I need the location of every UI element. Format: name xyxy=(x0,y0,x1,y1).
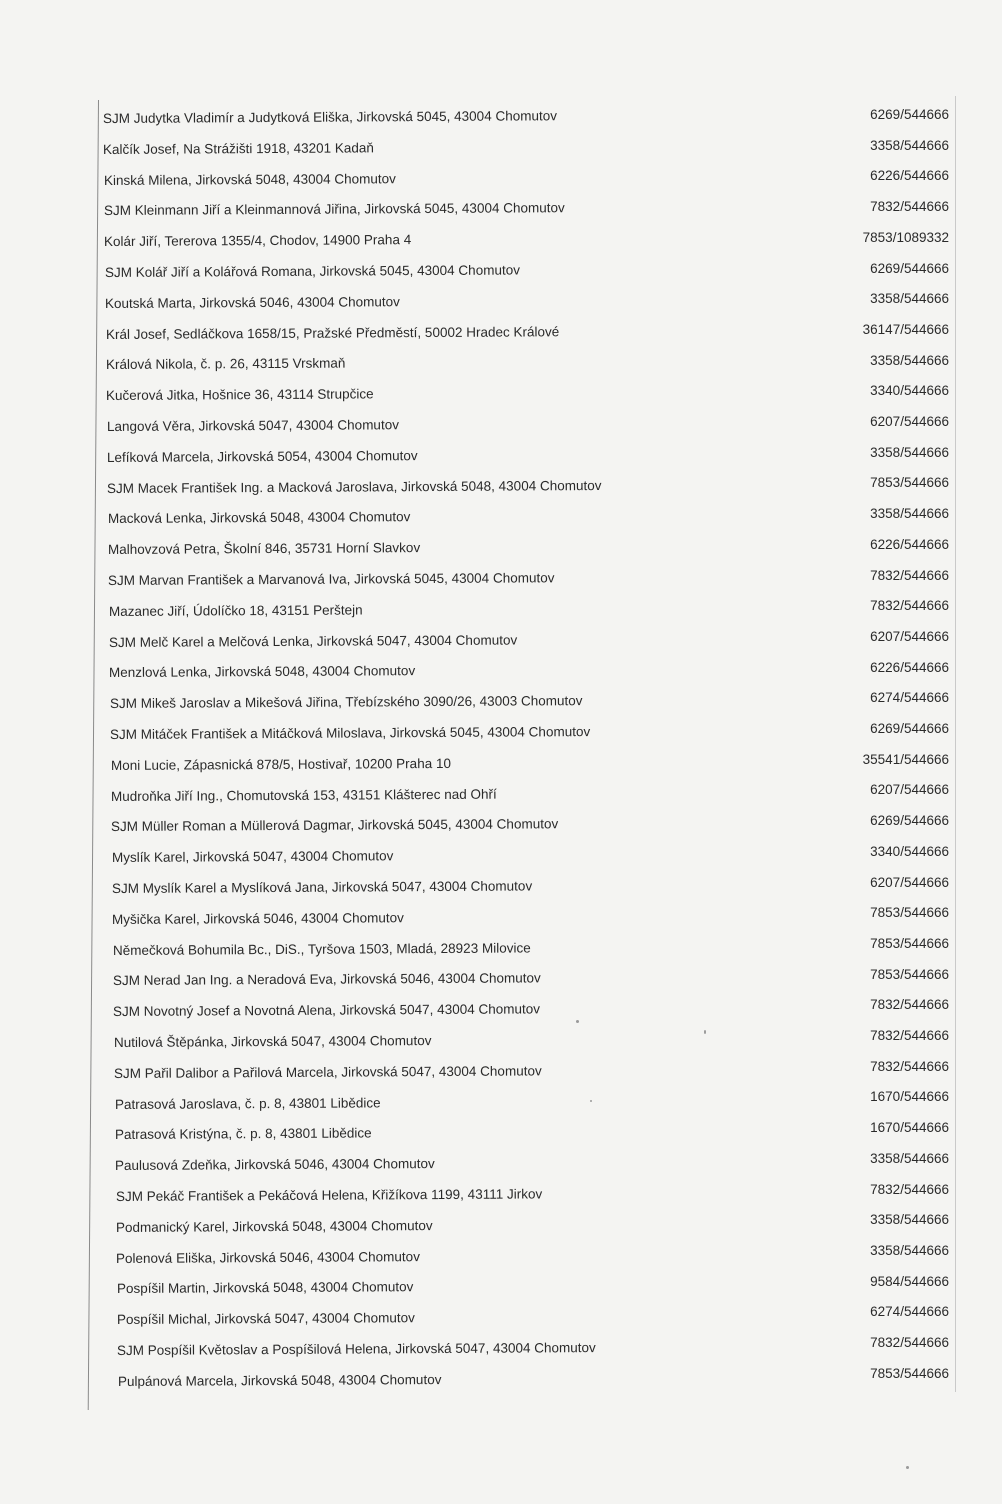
owner-name-address: SJM Pařil Dalibor a Pařilová Marcela, Jirkovská 5047, 43004 Chomutov xyxy=(114,1063,542,1081)
ownership-share: 6274/544666 xyxy=(870,690,949,706)
ownership-share: 7832/544666 xyxy=(870,1181,949,1197)
ownership-share: 36147/544666 xyxy=(862,321,949,337)
owner-name-address: SJM Novotný Josef a Novotná Alena, Jirkovská 5047, 43004 Chomutov xyxy=(113,1001,541,1020)
ownership-share: 7832/544666 xyxy=(870,567,949,583)
ownership-share: 7853/544666 xyxy=(870,475,949,491)
ownership-share: 7853/1089332 xyxy=(862,229,949,245)
owner-name-address: Nutilová Štěpánka, Jirkovská 5047, 43004 Chomutov xyxy=(113,1033,432,1050)
ownership-share: 3358/544666 xyxy=(870,352,949,368)
scan-speck xyxy=(704,1030,706,1034)
ownership-share: 7853/544666 xyxy=(870,905,949,921)
owner-name-address: SJM Melč Karel a Melčová Lenka, Jirkovská 5047, 43004 Chomutov xyxy=(109,632,518,650)
ownership-share: 35541/544666 xyxy=(862,751,949,767)
ownership-share: 6269/544666 xyxy=(870,260,949,276)
ownership-share: 6274/544666 xyxy=(870,1304,949,1320)
ownership-share: 7832/544666 xyxy=(870,199,949,215)
owner-name-address: Langová Věra, Jirkovská 5047, 43004 Chomutov xyxy=(106,417,399,434)
owner-name-address: Malhovzová Petra, Školní 846, 35731 Horní Slavkov xyxy=(107,540,421,558)
owner-name-address: Polenová Eliška, Jirkovská 5046, 43004 Chomutov xyxy=(116,1248,421,1266)
owner-name-address: Pospíšil Martin, Jirkovská 5048, 43004 Chomutov xyxy=(116,1279,414,1297)
owner-name-address: Patrasová Kristýna, č. p. 8, 43801 Libědice xyxy=(114,1125,372,1143)
owner-name-address: Podmanický Karel, Jirkovská 5048, 43004 Chomutov xyxy=(115,1217,433,1235)
ownership-share: 6207/544666 xyxy=(870,414,949,429)
ownership-share: 7832/544666 xyxy=(870,598,949,614)
owner-name-address: Myslík Karel, Jirkovská 5047, 43004 Chomutov xyxy=(111,848,394,866)
owner-name-address: SJM Pospíšil Květoslav a Pospíšilová Helena, Jirkovská 5047, 43004 Chomutov xyxy=(117,1340,597,1358)
owner-name-address: Moni Lucie, Zápasnická 878/5, Hostivař, 10200 Praha 10 xyxy=(110,755,451,773)
owner-name-address: SJM Judytka Vladimír a Judytková Eliška, Jirkovská 5045, 43004 Chomutov xyxy=(102,108,558,126)
owner-name-address: Kalčík Josef, Na Strážišti 1918, 43201 Kadaň xyxy=(103,140,375,157)
owner-name-address: Mudroňka Jiří Ing., Chomutovská 153, 43151 Klášterec nad Ohří xyxy=(110,786,497,804)
ownership-share: 3358/544666 xyxy=(870,444,949,460)
owner-name-address: Pulpánová Marcela, Jirkovská 5048, 43004 Chomutov xyxy=(117,1371,442,1389)
ownership-share: 3340/544666 xyxy=(870,843,949,859)
owner-name-address: Macková Lenka, Jirkovská 5048, 43004 Chomutov xyxy=(107,509,411,527)
owner-name-address: Paulusová Zdeňka, Jirkovská 5046, 43004 Chomutov xyxy=(115,1156,435,1174)
owner-name-address: SJM Müller Roman a Müllerová Dagmar, Jirkovská 5045, 43004 Chomutov xyxy=(111,816,559,835)
owner-name-address: Patrasová Jaroslava, č. p. 8, 43801 Libědice xyxy=(114,1094,381,1112)
ownership-share: 3358/544666 xyxy=(870,291,949,307)
owner-name-address: SJM Nerad Jan Ing. a Neradová Eva, Jirkovská 5046, 43004 Chomutov xyxy=(113,970,541,989)
owner-name-address: Král Josef, Sedláčkova 1658/15, Pražské Předměstí, 50002 Hradec Králové xyxy=(105,323,559,342)
ownership-share: 9584/544666 xyxy=(870,1273,949,1289)
owner-name-address: Němečková Bohumila Bc., DiS., Tyršova 1503, Mladá, 28923 Milovice xyxy=(112,940,531,958)
owner-name-address: Kučerová Jitka, Hošnice 36, 43114 Strupčice xyxy=(106,386,374,404)
ownership-share: 3358/544666 xyxy=(870,506,949,522)
scan-speck xyxy=(576,1020,579,1023)
ownership-share: 6226/544666 xyxy=(870,536,949,552)
owner-name-address: Kolár Jiří, Tererova 1355/4, Chodov, 14900 Praha 4 xyxy=(104,232,412,250)
owner-name-address: SJM Myslík Karel a Myslíková Jana, Jirkovská 5047, 43004 Chomutov xyxy=(111,878,533,896)
ownership-share: 6207/544666 xyxy=(870,782,949,798)
ownership-share: 6226/544666 xyxy=(870,659,949,675)
ownership-share: 7853/544666 xyxy=(870,1365,949,1381)
ownership-share: 1670/544666 xyxy=(870,1089,949,1105)
ownership-share: 7832/544666 xyxy=(870,997,949,1013)
owner-name-address: Koutská Marta, Jirkovská 5046, 43004 Chomutov xyxy=(105,293,401,311)
ownership-share: 6269/544666 xyxy=(870,813,949,829)
owner-name-address: SJM Pekáč František a Pekáčová Helena, Křižíkova 1199, 43111 Jirkov xyxy=(115,1186,542,1204)
ownership-share: 3358/544666 xyxy=(870,1242,949,1258)
ownership-share: 6269/544666 xyxy=(870,721,949,736)
ownership-share: 3340/544666 xyxy=(870,383,949,399)
owner-name-address: SJM Mikeš Jaroslav a Mikešová Jiřina, Třebízského 3090/26, 43003 Chomutov xyxy=(109,693,583,712)
owner-name-address: SJM Kleinmann Jiří a Kleinmannová Jiřina, Jirkovská 5045, 43004 Chomutov xyxy=(104,200,565,219)
ownership-share: 3358/544666 xyxy=(870,137,949,153)
owner-name-address: Králová Nikola, č. p. 26, 43115 Vrskmaň xyxy=(105,355,346,373)
scan-speck xyxy=(906,1466,909,1469)
scan-speck xyxy=(590,1100,592,1102)
owner-name-address: Myšička Karel, Jirkovská 5046, 43004 Chomutov xyxy=(112,910,405,927)
owner-name-address: Mazanec Jiří, Údolíčko 18, 43151 Perštejn xyxy=(108,602,363,619)
owner-name-address: SJM Macek František Ing. a Macková Jaroslava, Jirkovská 5048, 43004 Chomutov xyxy=(107,477,602,496)
ownership-share: 7853/544666 xyxy=(870,966,949,982)
ownership-share: 6269/544666 xyxy=(870,107,949,122)
owner-name-address: SJM Mitáček František a Mitáčková Miloslava, Jirkovská 5045, 43004 Chomutov xyxy=(110,724,591,742)
ownership-share: 3358/544666 xyxy=(870,1212,949,1228)
ownership-share: 6207/544666 xyxy=(870,874,949,890)
owner-name-address: Kinská Milena, Jirkovská 5048, 43004 Chomutov xyxy=(103,170,396,188)
ownership-share: 7853/544666 xyxy=(870,935,949,951)
ownership-share: 3358/544666 xyxy=(870,1150,949,1166)
owner-name-address: Pospíšil Michal, Jirkovská 5047, 43004 Chomutov xyxy=(116,1310,415,1328)
owner-name-address: Menzlová Lenka, Jirkovská 5048, 43004 Chomutov xyxy=(109,663,416,681)
ownership-share: 7832/544666 xyxy=(870,1058,949,1074)
ownership-share: 1670/544666 xyxy=(870,1120,949,1136)
owner-name-address: SJM Marvan František a Marvanová Iva, Jirkovská 5045, 43004 Chomutov xyxy=(108,570,555,588)
ownership-share: 6226/544666 xyxy=(870,168,949,184)
ownership-share: 6207/544666 xyxy=(870,628,949,644)
ownership-share: 7832/544666 xyxy=(870,1335,949,1350)
owner-name-address: SJM Kolář Jiří a Kolářová Romana, Jirkovská 5045, 43004 Chomutov xyxy=(104,262,520,280)
ownership-share: 7832/544666 xyxy=(870,1028,949,1043)
owner-name-address: Lefíková Marcela, Jirkovská 5054, 43004 Chomutov xyxy=(106,447,418,465)
